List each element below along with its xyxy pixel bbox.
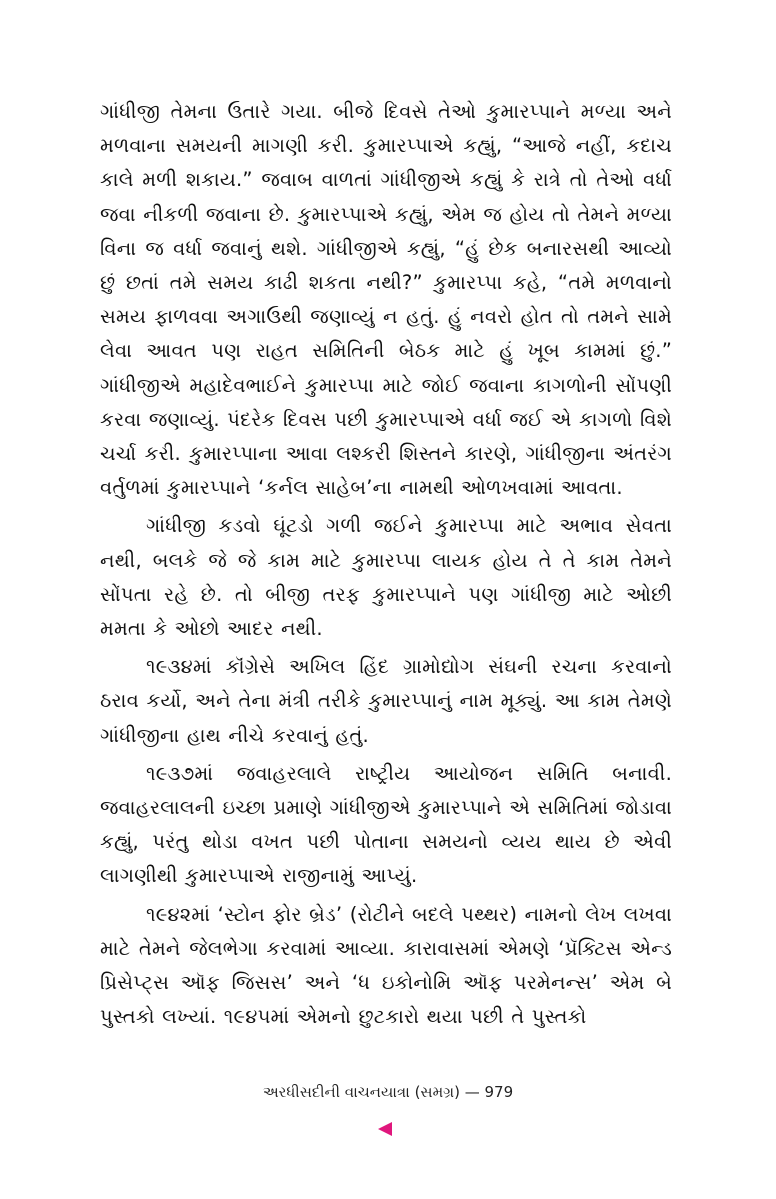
page-footer: અરધીસદીની વાચનયાત્રા (સમગ્ર) — 979 (262, 1083, 514, 1101)
paragraph-4: ૧૯૩૭માં જવાહરલાલે રાષ્ટ્રીય આયોજન સમિતિ બનાવી. જવાહરલાલની ઇચ્છા પ્રમાણે ગાંધીજીએ કુમારપ્પાને એ સમિતિમાં જોડાવા કહ્યું, પરંતુ થોડા વખત પછી પોતાના સમયનો વ્યય થાય છે એવી લાગણીથી કુમારપ્પાએ રાજીનામું આપ્યું. (100, 761, 672, 888)
paragraph-1: ગાંધીજી તેમના ઉતારે ગયા. બીજે દિવસે તેઓ કુમારપ્પાને મળ્યા અને મળવાના સમયની માગણી કરી. કુમારપ્પાએ કહ્યું, “આજે નહીં, કદાચ કાલે મળી શકાય.” જવાબ વાળતાં ગાંધીજીએ કહ્યું કે રાત્રે તો તેઓ વર્ધા જવા નીકળી જવાના છે. કુમારપ્પાએ કહ્યું, એમ જ હોય તો તેમને મળ્યા વિના જ વર્ધા જવાનું થશે. ગાંધીજીએ કહ્યું, “હું છેક બનારસથી આવ્યો છું છતાં તમે સમય કાઢી શકતા નથી?” કુમારપ્પા કહે, “તમે મળવાનો સમય ફાળવવા અગાઉથી જણાવ્યું ન હતું. હું નવરો હોત તો તમને સામે લેવા આવત પણ રાહત સમિતિની બેઠક માટે હું ખૂબ કામમાં છું.” ગાંધીજીએ મહાદેવભાઈને કુમારપ્પા માટે જોઈ જવાના કાગળોની સોંપણી કરવા જણાવ્યું. પંદરેક દિવસ પછી કુમારપ્પાએ વર્ધા જઈ એ કાગળો વિશે ચર્ચા કરી. કુમારપ્પાના આવા લશ્કરી શિસ્તને કારણે, ગાંધીજીના અંતરંગ વર્તુળમાં કુમારપ્પાને ‘કર્નલ સાહેબ’ના નામથી ઓળખવામાં આવતા. (100, 100, 672, 500)
paragraph-2: ગાંધીજી કડવો ઘૂંટડો ગળી જઈને કુમારપ્પા માટે અભાવ સેવતા નથી, બલકે જે જે કામ માટે કુમારપ્પા લાયક હોય તે તે કામ તેમને સોંપતા રહે છે. તો બીજી તરફ કુમારપ્પાને પણ ગાંધીજી માટે ઓછી મમતા કે ઓછો આદર નથી. (100, 514, 672, 641)
paragraph-5: ૧૯૪૨માં ‘સ્ટોન ફોર બ્રેડ’ (રોટીને બદલે પથ્થર) નામનો લેખ લખવા માટે તેમને જેલભેગા કરવામાં આવ્યા. કારાવાસમાં એમણે ‘પ્રૅક્ટિસ એન્ડ પ્રિસેપ્ટ્સ ઑફ જિસસ’ અને ‘ધ ઇકોનોમિ ઑફ પરમેનન્સ’ એમ બે પુસ્તકો લખ્યાં. ૧૯૪૫માં એમનો છુટકારો થયા પછી તે પુસ્તકો (100, 902, 672, 1029)
page-body (100, 95, 672, 1034)
paragraph-3: ૧૯૩૪માં કૉંગ્રેસે અખિલ હિંદ ગ્રામોદ્યોગ સંઘની રચના કરવાનો ઠરાવ કર્યો, અને તેના મંત્રી તરીકે કુમારપ્પાનું નામ મૂક્યું. આ કામ તેમણે ગાંધીજીના હાથ નીચે કરવાનું હતું. (100, 655, 672, 747)
previous-page-arrow-icon[interactable] (378, 1122, 392, 1136)
